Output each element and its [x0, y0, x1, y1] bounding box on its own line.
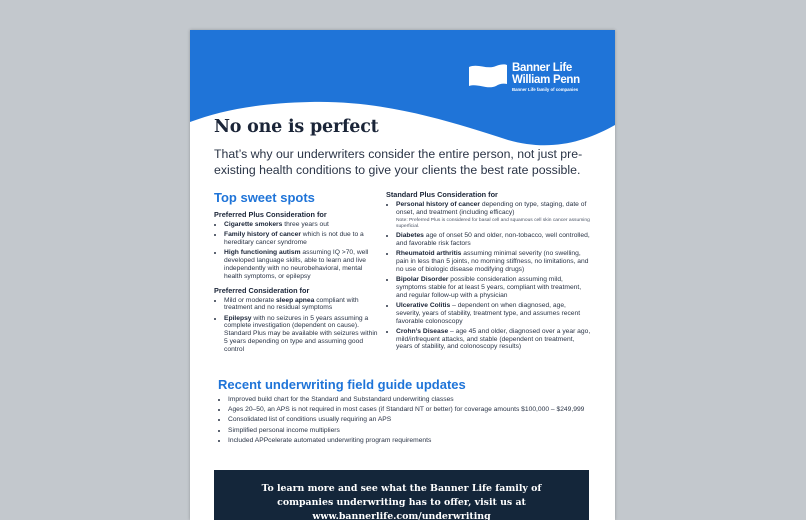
page-title: No one is perfect [214, 117, 379, 137]
flag-icon [468, 62, 508, 90]
list-item: • Personal history of cancer depending on type, staging, date of onset, and treatment (including efficacy) Note: Preferred Plus is considered for basal cell and squamous cell skin cancer assuming superficial. [396, 201, 591, 230]
brand-tagline: Banner Life family of companies [512, 87, 579, 92]
brand-logo [468, 62, 580, 94]
list-item: • Epilepsy with no seizures in 5 years assuming a complete investigation (dependent on cause). Standard Plus may be available with seizures within 5 years depending on type and assuming good control [224, 315, 382, 354]
list-item: • High functioning autism assuming IQ >70, well developed language skills, able to learn and live independently with no neurobehavioral, mental health symptoms, or epilepsy [224, 249, 382, 280]
standard-plus-list [386, 201, 591, 351]
recent-updates-heading: Recent underwriting field guide updates [218, 377, 466, 392]
sweet-spots-right-column [386, 190, 591, 356]
preferred-list [214, 297, 382, 354]
preferred-heading: Preferred Consideration for [214, 285, 310, 295]
recent-updates-list [218, 396, 593, 445]
footer-banner [214, 470, 589, 520]
brand-name-line2: William Penn [512, 74, 580, 86]
sweet-spots-heading: Top sweet spots [214, 190, 315, 205]
list-item: • Cigarette smokers three years out [224, 221, 382, 229]
list-item: • Improved build chart for the Standard and Substandard underwriting classes [228, 396, 593, 404]
brand-name-line1: Banner Life [512, 62, 572, 74]
list-item: • Mild or moderate sleep apnea compliant with treatment and no residual symptoms [224, 297, 382, 313]
list-item: • Consolidated list of conditions usually requiring an APS [228, 416, 593, 424]
list-item: • Ulcerative Colitis – dependent on when diagnosed, age, severity, years of stability, treatment type, and assumes recent favorable colonoscopy [396, 302, 591, 325]
footer-text: To learn more and see what the Banner Life family of companies underwriting has to offer, visit us at www.bannerlife.com/underwriting [261, 483, 542, 520]
flyer-page [190, 30, 615, 520]
list-item: • Crohn’s Disease – age 45 and older, diagnosed over a year ago, mild/infrequent attacks, and stable (dependent on treatment, years of stability, and colonoscopy results) [396, 328, 591, 351]
list-item: • Included APPcelerate automated underwriting program requirements [228, 437, 593, 445]
recent-updates-section [218, 377, 593, 450]
list-item: • Diabetes age of onset 50 and older, non-tobacco, well controlled, and favorable risk factors [396, 232, 591, 248]
list-item: • Family history of cancer which is not due to a hereditary cancer syndrome [224, 231, 382, 247]
preferred-plus-heading: Preferred Plus Consideration for [214, 210, 327, 219]
list-item: • Bipolar Disorder possible consideration assuming mild, symptoms stable for at least 5 years, compliant with treatment, and regular follow-up with a physician [396, 276, 591, 299]
page-subtitle: That’s why our underwriters consider the entire person, not just pre-existing health conditions to give your clients the best rate possible. [214, 147, 583, 177]
preferred-plus-list [214, 221, 382, 281]
list-item: • Ages 20–50, an APS is not required in most cases (if Standard NT or better) for coverage amounts $100,000 – $249,999 [228, 406, 593, 414]
list-item: • Rheumatoid arthritis assuming minimal severity (no swelling, pain in less than 5 joints, no morning stiffness, no limitations, and no use of biologic disease modifying drugs) [396, 250, 591, 273]
standard-plus-heading: Standard Plus Consideration for [386, 190, 498, 199]
list-item: • Simplified personal income multipliers [228, 427, 593, 435]
cancer-note: Note: Preferred Plus is considered for basal cell and squamous cell skin cancer assuming superficial. [396, 217, 590, 229]
sweet-spots-left-column [214, 190, 382, 359]
